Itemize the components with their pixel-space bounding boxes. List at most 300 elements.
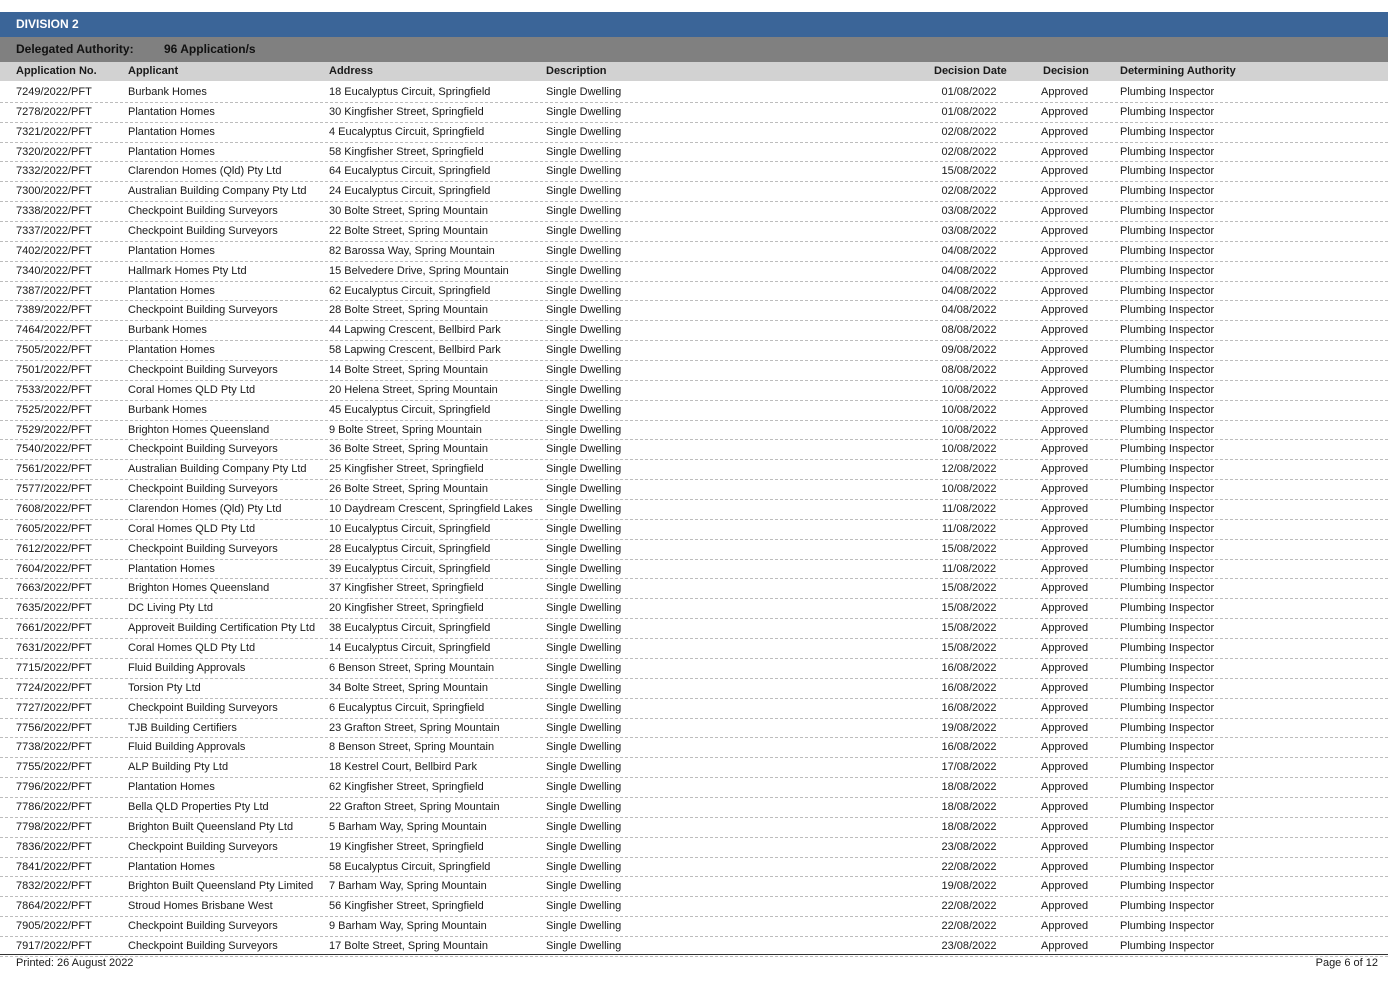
cell-applicant: Plantation Homes (128, 105, 215, 118)
cell-address: 9 Bolte Street, Spring Mountain (329, 423, 482, 436)
cell-determining-authority: Plumbing Inspector (1120, 781, 1215, 794)
cell-description: Single Dwelling (546, 542, 622, 555)
cell-address: 10 Daydream Crescent, Springfield Lakes (329, 503, 533, 516)
table-row (0, 143, 1388, 163)
cell-application-no: 7505/2022/PFT (16, 344, 92, 357)
cell-application-no: 7796/2022/PFT (16, 781, 92, 794)
table-row (0, 301, 1388, 321)
cell-address: 82 Barossa Way, Spring Mountain (329, 244, 495, 257)
table-row (0, 858, 1388, 878)
table-row (0, 758, 1388, 778)
cell-applicant: Checkpoint Building Surveyors (128, 205, 278, 218)
cell-applicant: ALP Building Pty Ltd (128, 761, 229, 774)
table-row (0, 460, 1388, 480)
cell-decision-date: 16/08/2022 (941, 741, 997, 754)
cell-determining-authority: Plumbing Inspector (1120, 860, 1215, 873)
table-row (0, 540, 1388, 560)
cell-description: Single Dwelling (546, 125, 622, 138)
table-row (0, 599, 1388, 619)
cell-decision: Approved (1041, 840, 1089, 853)
cell-address: 58 Kingfisher Street, Springfield (329, 145, 484, 158)
cell-description: Single Dwelling (546, 562, 622, 575)
table-row (0, 103, 1388, 123)
cell-decision-date: 11/08/2022 (941, 562, 997, 575)
cell-description: Single Dwelling (546, 800, 622, 813)
table-row (0, 838, 1388, 858)
cell-determining-authority: Plumbing Inspector (1120, 562, 1215, 575)
table-row (0, 818, 1388, 838)
cell-decision: Approved (1041, 264, 1089, 277)
cell-address: 34 Bolte Street, Spring Mountain (329, 681, 488, 694)
cell-address: 6 Benson Street, Spring Mountain (329, 661, 495, 674)
cell-decision-date: 08/08/2022 (941, 364, 997, 377)
cell-description: Single Dwelling (546, 225, 622, 238)
cell-decision-date: 16/08/2022 (941, 681, 997, 694)
cell-address: 38 Eucalyptus Circuit, Springfield (329, 622, 491, 635)
cell-decision: Approved (1041, 125, 1089, 138)
cell-applicant: Checkpoint Building Surveyors (128, 840, 278, 853)
cell-determining-authority: Plumbing Inspector (1120, 205, 1215, 218)
cell-decision-date: 22/08/2022 (941, 920, 997, 933)
table-row (0, 202, 1388, 222)
table-row (0, 421, 1388, 441)
cell-description: Single Dwelling (546, 165, 622, 178)
table-row (0, 480, 1388, 500)
cell-applicant: Checkpoint Building Surveyors (128, 920, 278, 933)
cell-applicant: DC Living Pty Ltd (128, 602, 213, 615)
cell-decision-date: 18/08/2022 (941, 820, 997, 833)
cell-applicant: Plantation Homes (128, 244, 215, 257)
cell-application-no: 7608/2022/PFT (16, 503, 92, 516)
cell-description: Single Dwelling (546, 721, 622, 734)
cell-applicant: Coral Homes QLD Pty Ltd (128, 383, 256, 396)
cell-determining-authority: Plumbing Inspector (1120, 642, 1215, 655)
cell-description: Single Dwelling (546, 661, 622, 674)
cell-application-no: 7249/2022/PFT (16, 86, 92, 98)
cell-address: 44 Lapwing Crescent, Bellbird Park (329, 324, 501, 337)
cell-decision: Approved (1041, 741, 1089, 754)
authority-bar (0, 37, 1388, 62)
cell-determining-authority: Plumbing Inspector (1120, 344, 1215, 357)
cell-decision: Approved (1041, 244, 1089, 257)
cell-applicant: Checkpoint Building Surveyors (128, 304, 278, 317)
cell-address: 7 Barham Way, Spring Mountain (329, 880, 487, 893)
cell-application-no: 7841/2022/PFT (16, 860, 92, 873)
cell-description: Single Dwelling (546, 761, 622, 774)
printed-date: Printed: 26 August 2022 (16, 957, 134, 969)
cell-decision-date: 16/08/2022 (941, 661, 997, 674)
cell-description: Single Dwelling (546, 840, 622, 853)
cell-determining-authority: Plumbing Inspector (1120, 840, 1215, 853)
cell-determining-authority: Plumbing Inspector (1120, 622, 1215, 635)
cell-determining-authority: Plumbing Inspector (1120, 800, 1215, 813)
cell-decision-date: 02/08/2022 (941, 125, 997, 138)
cell-application-no: 7501/2022/PFT (16, 364, 92, 377)
cell-application-no: 7540/2022/PFT (16, 443, 92, 456)
cell-determining-authority: Plumbing Inspector (1120, 522, 1215, 535)
cell-decision: Approved (1041, 364, 1089, 377)
cell-decision-date: 19/08/2022 (941, 880, 997, 893)
cell-address: 22 Grafton Street, Spring Mountain (329, 800, 500, 813)
cell-decision: Approved (1041, 582, 1089, 595)
cell-decision-date: 11/08/2022 (941, 503, 997, 516)
cell-determining-authority: Plumbing Inspector (1120, 284, 1215, 297)
table-row (0, 440, 1388, 460)
cell-decision-date: 01/08/2022 (941, 86, 997, 98)
cell-description: Single Dwelling (546, 741, 622, 754)
cell-determining-authority: Plumbing Inspector (1120, 165, 1215, 178)
division-title: DIVISION 2 (16, 17, 79, 31)
cell-determining-authority: Plumbing Inspector (1120, 423, 1215, 436)
cell-address: 37 Kingfisher Street, Springfield (329, 582, 484, 595)
cell-application-no: 7321/2022/PFT (16, 125, 92, 138)
cell-decision-date: 08/08/2022 (941, 324, 997, 337)
cell-determining-authority: Plumbing Inspector (1120, 880, 1215, 893)
cell-application-no: 7389/2022/PFT (16, 304, 92, 317)
cell-decision: Approved (1041, 105, 1089, 118)
table-row (0, 321, 1388, 341)
applications-table (0, 83, 1388, 957)
cell-address: 58 Eucalyptus Circuit, Springfield (329, 860, 491, 873)
cell-description: Single Dwelling (546, 522, 622, 535)
cell-determining-authority: Plumbing Inspector (1120, 483, 1215, 496)
cell-application-no: 7561/2022/PFT (16, 463, 92, 476)
cell-description: Single Dwelling (546, 582, 622, 595)
cell-description: Single Dwelling (546, 642, 622, 655)
table-row (0, 778, 1388, 798)
cell-applicant: Plantation Homes (128, 562, 215, 575)
cell-application-no: 7715/2022/PFT (16, 661, 92, 674)
cell-decision-date: 15/08/2022 (941, 542, 997, 555)
cell-decision: Approved (1041, 165, 1089, 178)
division-header (0, 12, 1388, 37)
cell-determining-authority: Plumbing Inspector (1120, 661, 1215, 674)
cell-description: Single Dwelling (546, 701, 622, 714)
cell-determining-authority: Plumbing Inspector (1120, 681, 1215, 694)
cell-determining-authority: Plumbing Inspector (1120, 761, 1215, 774)
cell-address: 22 Bolte Street, Spring Mountain (329, 225, 488, 238)
cell-applicant: Checkpoint Building Surveyors (128, 542, 278, 555)
cell-description: Single Dwelling (546, 344, 622, 357)
cell-decision: Approved (1041, 939, 1089, 952)
cell-determining-authority: Plumbing Inspector (1120, 403, 1215, 416)
cell-applicant: Plantation Homes (128, 125, 215, 138)
cell-decision: Approved (1041, 383, 1089, 396)
cell-applicant: Clarendon Homes (Qld) Pty Ltd (128, 503, 282, 516)
cell-determining-authority: Plumbing Inspector (1120, 701, 1215, 714)
cell-determining-authority: Plumbing Inspector (1120, 820, 1215, 833)
cell-decision-date: 19/08/2022 (941, 721, 997, 734)
cell-decision: Approved (1041, 622, 1089, 635)
cell-description: Single Dwelling (546, 681, 622, 694)
cell-application-no: 7278/2022/PFT (16, 105, 92, 118)
cell-decision-date: 04/08/2022 (941, 244, 997, 257)
cell-application-no: 7529/2022/PFT (16, 423, 92, 436)
cell-determining-authority: Plumbing Inspector (1120, 582, 1215, 595)
table-row (0, 917, 1388, 937)
cell-description: Single Dwelling (546, 443, 622, 456)
cell-applicant: Fluid Building Approvals (128, 741, 246, 754)
column-header-address: Address (329, 65, 374, 77)
cell-applicant: TJB Building Certifiers (128, 721, 237, 734)
cell-determining-authority: Plumbing Inspector (1120, 86, 1215, 98)
table-row (0, 659, 1388, 679)
cell-decision: Approved (1041, 900, 1089, 913)
table-row (0, 262, 1388, 282)
cell-applicant: Coral Homes QLD Pty Ltd (128, 522, 256, 535)
cell-decision: Approved (1041, 483, 1089, 496)
cell-description: Single Dwelling (546, 244, 622, 257)
table-row (0, 282, 1388, 302)
cell-application-no: 7635/2022/PFT (16, 602, 92, 615)
cell-applicant: Australian Building Company Pty Ltd (128, 185, 307, 198)
cell-determining-authority: Plumbing Inspector (1120, 463, 1215, 476)
cell-determining-authority: Plumbing Inspector (1120, 244, 1215, 257)
cell-decision-date: 03/08/2022 (941, 205, 997, 218)
cell-application-no: 7786/2022/PFT (16, 800, 92, 813)
cell-description: Single Dwelling (546, 364, 622, 377)
cell-address: 45 Eucalyptus Circuit, Springfield (329, 403, 491, 416)
table-row (0, 699, 1388, 719)
cell-decision: Approved (1041, 86, 1089, 98)
cell-decision-date: 04/08/2022 (941, 284, 997, 297)
cell-decision: Approved (1041, 145, 1089, 158)
cell-application-no: 7337/2022/PFT (16, 225, 92, 238)
cell-decision-date: 02/08/2022 (941, 185, 997, 198)
cell-applicant: Clarendon Homes (Qld) Pty Ltd (128, 165, 282, 178)
cell-decision: Approved (1041, 562, 1089, 575)
cell-determining-authority: Plumbing Inspector (1120, 264, 1215, 277)
cell-address: 14 Eucalyptus Circuit, Springfield (329, 642, 491, 655)
cell-determining-authority: Plumbing Inspector (1120, 383, 1215, 396)
cell-applicant: Checkpoint Building Surveyors (128, 443, 278, 456)
cell-determining-authority: Plumbing Inspector (1120, 304, 1215, 317)
cell-applicant: Checkpoint Building Surveyors (128, 225, 278, 238)
cell-address: 23 Grafton Street, Spring Mountain (329, 721, 500, 734)
table-row (0, 738, 1388, 758)
cell-applicant: Burbank Homes (128, 86, 207, 98)
cell-address: 58 Lapwing Crescent, Bellbird Park (329, 344, 501, 357)
cell-applicant: Burbank Homes (128, 324, 207, 337)
cell-determining-authority: Plumbing Inspector (1120, 900, 1215, 913)
cell-determining-authority: Plumbing Inspector (1120, 125, 1215, 138)
cell-decision: Approved (1041, 781, 1089, 794)
cell-determining-authority: Plumbing Inspector (1120, 721, 1215, 734)
cell-decision: Approved (1041, 920, 1089, 933)
table-header (0, 62, 1388, 81)
cell-application-no: 7905/2022/PFT (16, 920, 92, 933)
cell-determining-authority: Plumbing Inspector (1120, 185, 1215, 198)
cell-applicant: Plantation Homes (128, 860, 215, 873)
table-row (0, 500, 1388, 520)
cell-application-no: 7320/2022/PFT (16, 145, 92, 158)
table-row (0, 520, 1388, 540)
cell-address: 28 Eucalyptus Circuit, Springfield (329, 542, 491, 555)
cell-decision: Approved (1041, 761, 1089, 774)
cell-address: 28 Bolte Street, Spring Mountain (329, 304, 488, 317)
table-row (0, 162, 1388, 182)
cell-application-no: 7832/2022/PFT (16, 880, 92, 893)
cell-decision-date: 09/08/2022 (941, 344, 997, 357)
cell-decision-date: 10/08/2022 (941, 423, 997, 436)
cell-application-no: 7724/2022/PFT (16, 681, 92, 694)
cell-applicant: Brighton Built Queensland Pty Limited (128, 880, 314, 893)
cell-decision-date: 12/08/2022 (941, 463, 997, 476)
cell-description: Single Dwelling (546, 920, 622, 933)
cell-application-no: 7338/2022/PFT (16, 205, 92, 218)
cell-decision-date: 04/08/2022 (941, 264, 997, 277)
cell-determining-authority: Plumbing Inspector (1120, 602, 1215, 615)
page-footer (0, 954, 1388, 975)
cell-address: 20 Kingfisher Street, Springfield (329, 602, 484, 615)
cell-description: Single Dwelling (546, 105, 622, 118)
cell-address: 20 Helena Street, Spring Mountain (329, 383, 498, 396)
cell-description: Single Dwelling (546, 205, 622, 218)
cell-decision: Approved (1041, 463, 1089, 476)
cell-determining-authority: Plumbing Inspector (1120, 443, 1215, 456)
table-row (0, 361, 1388, 381)
table-row (0, 897, 1388, 917)
cell-application-no: 7738/2022/PFT (16, 741, 92, 754)
cell-application-no: 7663/2022/PFT (16, 582, 92, 595)
cell-applicant: Checkpoint Building Surveyors (128, 483, 278, 496)
cell-applicant: Stroud Homes Brisbane West (128, 900, 273, 913)
cell-address: 56 Kingfisher Street, Springfield (329, 900, 484, 913)
column-header-application-no: Application No. (16, 65, 97, 77)
cell-address: 39 Eucalyptus Circuit, Springfield (329, 562, 491, 575)
cell-description: Single Dwelling (546, 503, 622, 516)
cell-determining-authority: Plumbing Inspector (1120, 939, 1215, 952)
cell-decision-date: 02/08/2022 (941, 145, 997, 158)
cell-applicant: Brighton Homes Queensland (128, 423, 270, 436)
cell-applicant: Brighton Homes Queensland (128, 582, 270, 595)
table-row (0, 222, 1388, 242)
cell-decision-date: 10/08/2022 (941, 443, 997, 456)
cell-determining-authority: Plumbing Inspector (1120, 225, 1215, 238)
table-row (0, 798, 1388, 818)
cell-decision-date: 15/08/2022 (941, 165, 997, 178)
cell-application-no: 7332/2022/PFT (16, 165, 92, 178)
cell-address: 30 Kingfisher Street, Springfield (329, 105, 484, 118)
cell-description: Single Dwelling (546, 939, 622, 952)
cell-decision-date: 23/08/2022 (941, 939, 997, 952)
cell-application-no: 7727/2022/PFT (16, 701, 92, 714)
cell-description: Single Dwelling (546, 324, 622, 337)
cell-determining-authority: Plumbing Inspector (1120, 503, 1215, 516)
cell-applicant: Checkpoint Building Surveyors (128, 701, 278, 714)
cell-address: 10 Eucalyptus Circuit, Springfield (329, 522, 491, 535)
cell-decision: Approved (1041, 542, 1089, 555)
cell-application-no: 7604/2022/PFT (16, 562, 92, 575)
cell-decision: Approved (1041, 880, 1089, 893)
cell-decision-date: 10/08/2022 (941, 383, 997, 396)
cell-determining-authority: Plumbing Inspector (1120, 145, 1215, 158)
cell-application-no: 7533/2022/PFT (16, 383, 92, 396)
page-number: Page 6 of 12 (1315, 957, 1378, 969)
cell-decision-date: 18/08/2022 (941, 800, 997, 813)
cell-application-no: 7755/2022/PFT (16, 761, 92, 774)
cell-decision-date: 10/08/2022 (941, 483, 997, 496)
cell-description: Single Dwelling (546, 781, 622, 794)
cell-decision: Approved (1041, 721, 1089, 734)
cell-address: 14 Bolte Street, Spring Mountain (329, 364, 488, 377)
column-header-decision-date: Decision Date (934, 65, 1007, 77)
cell-decision-date: 16/08/2022 (941, 701, 997, 714)
cell-applicant: Checkpoint Building Surveyors (128, 939, 278, 952)
cell-decision: Approved (1041, 681, 1089, 694)
cell-address: 9 Barham Way, Spring Mountain (329, 920, 487, 933)
cell-address: 36 Bolte Street, Spring Mountain (329, 443, 488, 456)
cell-address: 5 Barham Way, Spring Mountain (329, 820, 487, 833)
cell-application-no: 7864/2022/PFT (16, 900, 92, 913)
table-row (0, 182, 1388, 202)
cell-address: 18 Kestrel Court, Bellbird Park (329, 761, 477, 774)
cell-application-no: 7661/2022/PFT (16, 622, 92, 635)
cell-application-no: 7917/2022/PFT (16, 939, 92, 952)
cell-description: Single Dwelling (546, 423, 622, 436)
cell-description: Single Dwelling (546, 284, 622, 297)
cell-applicant: Plantation Homes (128, 145, 215, 158)
cell-address: 30 Bolte Street, Spring Mountain (329, 205, 488, 218)
cell-description: Single Dwelling (546, 602, 622, 615)
cell-application-no: 7300/2022/PFT (16, 185, 92, 198)
cell-decision: Approved (1041, 800, 1089, 813)
table-row (0, 639, 1388, 659)
cell-decision: Approved (1041, 642, 1089, 655)
cell-determining-authority: Plumbing Inspector (1120, 364, 1215, 377)
cell-address: 64 Eucalyptus Circuit, Springfield (329, 165, 491, 178)
cell-decision: Approved (1041, 284, 1089, 297)
cell-decision-date: 15/08/2022 (941, 582, 997, 595)
cell-application-no: 7402/2022/PFT (16, 244, 92, 257)
cell-applicant: Coral Homes QLD Pty Ltd (128, 642, 256, 655)
cell-applicant: Torsion Pty Ltd (128, 681, 201, 694)
cell-address: 15 Belvedere Drive, Spring Mountain (329, 264, 509, 277)
table-row (0, 579, 1388, 599)
cell-description: Single Dwelling (546, 880, 622, 893)
cell-decision-date: 04/08/2022 (941, 304, 997, 317)
cell-decision: Approved (1041, 701, 1089, 714)
table-row (0, 560, 1388, 580)
cell-determining-authority: Plumbing Inspector (1120, 741, 1215, 754)
cell-description: Single Dwelling (546, 622, 622, 635)
cell-applicant: Australian Building Company Pty Ltd (128, 463, 307, 476)
cell-decision: Approved (1041, 403, 1089, 416)
cell-application-no: 7387/2022/PFT (16, 284, 92, 297)
cell-decision: Approved (1041, 860, 1089, 873)
column-header-decision: Decision (1043, 65, 1089, 77)
table-row (0, 242, 1388, 262)
cell-application-no: 7756/2022/PFT (16, 721, 92, 734)
cell-determining-authority: Plumbing Inspector (1120, 542, 1215, 555)
cell-application-no: 7836/2022/PFT (16, 840, 92, 853)
cell-decision: Approved (1041, 443, 1089, 456)
cell-address: 25 Kingfisher Street, Springfield (329, 463, 484, 476)
cell-address: 19 Kingfisher Street, Springfield (329, 840, 484, 853)
cell-decision-date: 10/08/2022 (941, 403, 997, 416)
column-header-description: Description (546, 65, 607, 77)
cell-determining-authority: Plumbing Inspector (1120, 324, 1215, 337)
cell-description: Single Dwelling (546, 304, 622, 317)
cell-address: 24 Eucalyptus Circuit, Springfield (329, 185, 491, 198)
application-count: 96 Application/s (164, 42, 256, 56)
cell-application-no: 7612/2022/PFT (16, 542, 92, 555)
cell-decision-date: 15/08/2022 (941, 622, 997, 635)
cell-applicant: Brighton Built Queensland Pty Ltd (128, 820, 294, 833)
cell-address: 18 Eucalyptus Circuit, Springfield (329, 86, 491, 98)
cell-description: Single Dwelling (546, 145, 622, 158)
column-header-determining-authority: Determining Authority (1120, 65, 1236, 77)
